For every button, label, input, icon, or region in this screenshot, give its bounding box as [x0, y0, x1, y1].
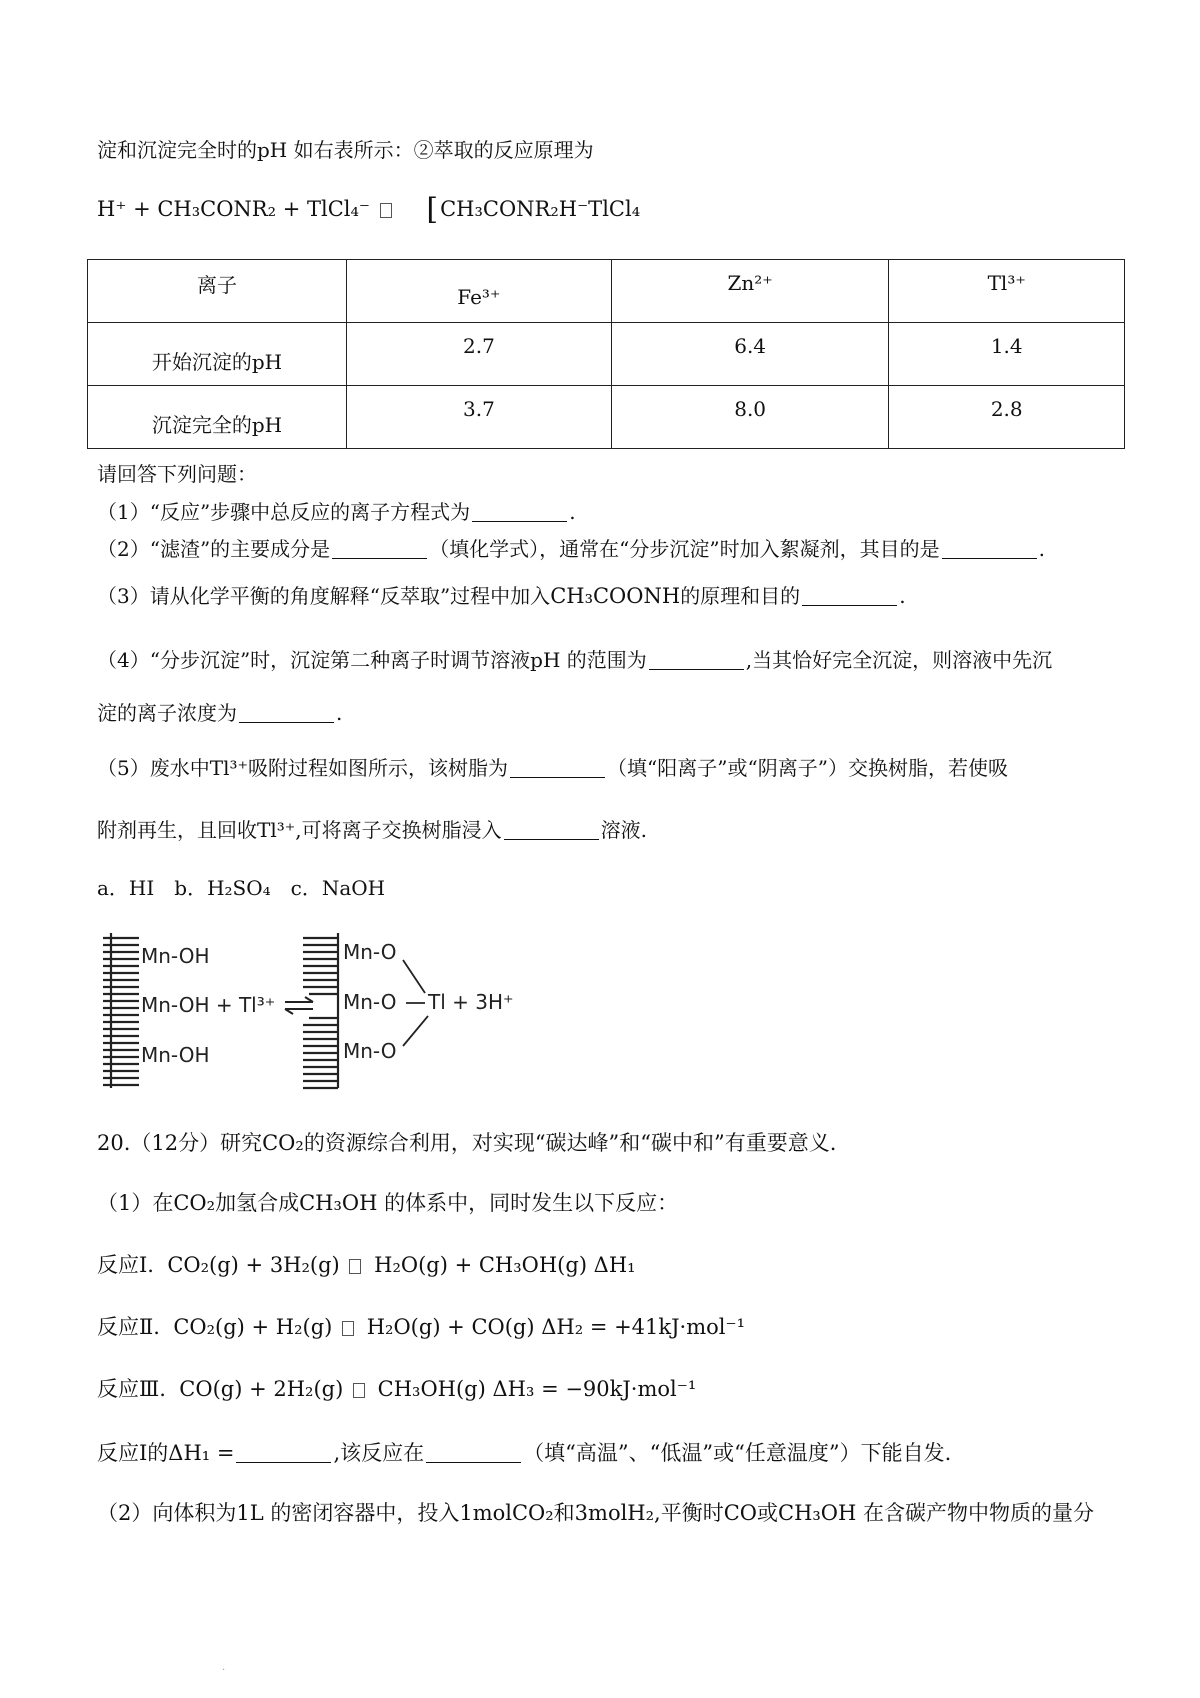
- table-cell: 8.0: [734, 397, 767, 421]
- question-4: [97, 647, 1052, 673]
- reaction-1: [97, 1252, 636, 1278]
- question-2-text-b: （填化学式），通常在“分步沉淀”时加入絮凝剂，其目的是: [429, 537, 940, 561]
- table-row: [88, 323, 1125, 386]
- answer-blank: [649, 649, 744, 670]
- extraction-equation: [97, 192, 641, 227]
- question-1-text: （1）“反应”步骤中总反应的离子方程式为: [97, 500, 471, 524]
- question-5-options: a．HI b．H₂SO₄ c．NaOH: [97, 876, 386, 900]
- reaction-2-left: CO₂(g) + H₂(g): [173, 1315, 333, 1339]
- reaction-3-label: 反应Ⅲ.: [97, 1377, 166, 1401]
- question-5-cont: [97, 817, 647, 843]
- q20-text-c: （填“高温”、“低温”或“任意温度”）下能自发.: [523, 1441, 952, 1465]
- questions-prompt: 请回答下列问题：: [97, 462, 257, 486]
- answer-blank: [332, 538, 427, 559]
- answer-blank: [504, 819, 599, 840]
- question-2: （2）“滤渣”的主要成分是 （填化学式），通常在“分步沉淀”时加入絮凝剂，其目的是 .: [97, 537, 1045, 561]
- product: Tl + 3H⁺: [428, 990, 514, 1014]
- answer-blank: [239, 702, 334, 723]
- question-5-text-b: （填“阳离子”或“阴离子”）交换树脂，若使吸: [607, 756, 1008, 780]
- question-3-text-a: （3）请从化学平衡的角度解释“反萃取”过程中加入: [97, 584, 551, 608]
- question-5-text-c: 附剂再生，且回收Tl³⁺,可将离子交换树脂浸入: [97, 818, 502, 842]
- reaction-1-label: 反应Ⅰ.: [97, 1253, 154, 1277]
- table-header-row: [88, 260, 1125, 323]
- right-group-1: Mn-O: [343, 940, 397, 964]
- bracket-icon: [: [426, 192, 439, 227]
- table-cell: 6.4: [734, 334, 767, 358]
- table-row: [88, 386, 1125, 449]
- precipitation-ph-table: [87, 259, 1125, 449]
- answer-blank: [510, 757, 605, 778]
- question-3-text-c: 的原理和目的: [680, 584, 801, 608]
- resin-left-icon: [103, 933, 139, 1088]
- q20-part1: （1）在CO₂加氢合成CH₃OH 的体系中，同时发生以下反应：: [97, 1191, 679, 1215]
- question-4-text-b: ,当其恰好完全沉淀，则溶液中先沉: [745, 648, 1053, 672]
- answer-blank: [426, 1442, 521, 1463]
- question-4-text-c: 淀的离子浓度为: [97, 701, 237, 725]
- question-4-text-a: （4）“分步沉淀”时，沉淀第二种离子时调节溶液pH 的范围为: [97, 648, 647, 672]
- answer-blank: [942, 538, 1037, 559]
- right-group-3: Mn-O: [343, 1039, 397, 1063]
- equilibrium-symbol-icon: [342, 1321, 354, 1336]
- reaction-1-right: H₂O(g) + CH₃OH(g) ΔH₁: [374, 1253, 636, 1277]
- bond-lines-icon: [403, 960, 428, 1046]
- q20-heading: 20.（12分）研究CO₂的资源综合利用，对实现“碳达峰”和“碳中和”有重要意义.: [97, 1131, 837, 1155]
- equation-left: H⁺ + CH₃CONR₂ + TlCl₄⁻: [97, 197, 370, 221]
- table-cell: 2.7: [462, 334, 495, 358]
- ion-exchange-figure: [103, 930, 563, 1095]
- reaction-2: [97, 1314, 745, 1340]
- table-header-cell: Zn²⁺: [727, 271, 773, 295]
- table-header-cell: 离子: [197, 272, 237, 297]
- intro-line: 淀和沉淀完全时的pH 如右表所示：②萃取的反应原理为: [97, 138, 594, 162]
- q20-part2: （2）向体积为1L 的密闭容器中，投入1molCO₂和3molH₂,平衡时CO或CH₃OH 在含碳产物中物质的量分: [97, 1501, 1095, 1525]
- question-4-cont: 淀的离子浓度为 .: [97, 701, 343, 725]
- answer-blank: [236, 1442, 331, 1463]
- question-3-formula: CH₃COONH: [550, 584, 681, 608]
- footer-mark: .: [222, 1662, 226, 1673]
- question-5: [97, 755, 1008, 781]
- equation-right: CH₃CONR₂H⁻TlCl₄: [440, 197, 641, 221]
- reaction-3: [97, 1376, 696, 1402]
- row-label: 开始沉淀的pH: [151, 349, 283, 374]
- table-cell: 1.4: [990, 334, 1023, 358]
- q20-text-a: 反应Ⅰ的ΔH₁ =: [97, 1441, 235, 1465]
- table-cell: 2.8: [990, 397, 1023, 421]
- reaction-2-right: H₂O(g) + CO(g) ΔH₂ = +41kJ·mol⁻¹: [366, 1315, 746, 1339]
- right-group-2: Mn-O: [343, 990, 397, 1014]
- left-group-1: Mn-OH: [141, 944, 210, 968]
- table-header-cell: Fe³⁺: [457, 285, 501, 309]
- reaction-1-left: CO₂(g) + 3H₂(g): [167, 1253, 340, 1277]
- question-5-text-d: 溶液.: [600, 818, 648, 842]
- table-header-cell: Tl³⁺: [987, 271, 1026, 295]
- q20-part1-question: [97, 1440, 951, 1466]
- answer-blank: [802, 585, 897, 606]
- question-5-text-a: （5）废水中Tl³⁺吸附过程如图所示，该树脂为: [97, 756, 509, 780]
- equilibrium-symbol-icon: [380, 203, 392, 218]
- equilibrium-symbol-icon: [353, 1383, 365, 1398]
- question-3: （3）请从化学平衡的角度解释“反萃取”过程中加入CH₃COONH的原理和目的 .: [97, 584, 906, 608]
- left-group-3: Mn-OH: [141, 1043, 210, 1067]
- equilibrium-symbol-icon: [349, 1259, 361, 1274]
- q20-text-b: ,该反应在: [333, 1441, 425, 1465]
- row-label: 沉淀完全的pH: [151, 412, 283, 437]
- question-1: （1）“反应”步骤中总反应的离子方程式为 .: [97, 500, 576, 524]
- reaction-3-left: CO(g) + 2H₂(g): [179, 1377, 344, 1401]
- table-cell: 3.7: [462, 397, 495, 421]
- reaction-2-label: 反应Ⅱ.: [97, 1315, 160, 1339]
- question-2-text-a: （2）“滤渣”的主要成分是: [97, 537, 331, 561]
- reaction-3-right: CH₃OH(g) ΔH₃ = −90kJ·mol⁻¹: [377, 1377, 697, 1401]
- answer-blank: [472, 501, 567, 522]
- resin-right-icon: [303, 933, 338, 1088]
- left-group-2: Mn-OH + Tl³⁺: [141, 993, 276, 1017]
- equilibrium-arrow-icon: [285, 997, 313, 1014]
